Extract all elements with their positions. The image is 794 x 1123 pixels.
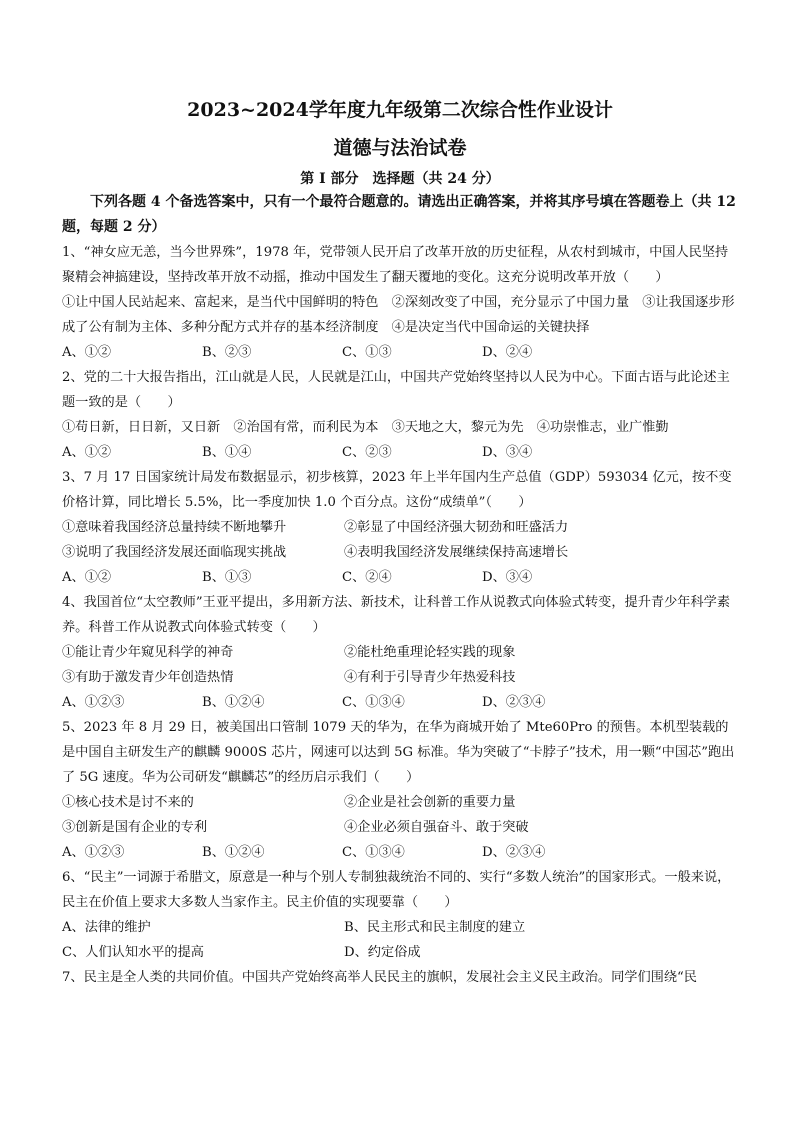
exam-title: 2023~2024学年度九年级第二次综合性作业设计 [187,99,613,121]
exam-subject: 道德与法治试卷 [333,137,467,159]
option-a[interactable]: A、①②③ [62,845,125,860]
option-c[interactable]: C、人们认知水平的提高 [62,945,204,960]
option-row [62,340,738,365]
question-statements: ①让中国人民站起来、富起来，是当代中国鲜明的特色 ②深刻改变了中国，充分显示了中国力量 ③让我国逐步形成了公有制为主体、多种分配方式并存的基本经济制度 ④是决定当代中国命运的关键抉择 [62,295,735,335]
exam-page [62,96,738,990]
option-row [62,690,738,715]
option-c[interactable]: C、①③ [342,345,392,360]
option-b[interactable]: B、②③ [202,345,252,360]
option-b[interactable]: B、①③ [202,570,252,585]
question-2 [62,365,738,465]
statement-row [62,515,738,540]
question-stem: 2、党的二十大报告指出，江山就是人民，人民就是江山，中国共产党始终坚持以人民为中心。下面古语与此论述主题一致的是（ ） [62,370,730,410]
statement-row [62,640,738,665]
option-d[interactable]: D、②④ [482,345,533,360]
option-b[interactable]: B、①②④ [202,695,265,710]
option-d[interactable]: D、③④ [482,570,533,585]
question-stem: 1、“神女应无恙，当今世界殊”，1978 年，党带领人民开启了改革开放的历史征程，从农村到城市，中国人民坚持聚精会神搞建设，坚持改革开放不动摇，推动中国发生了翻天覆地的变化。这充分说明改革开放（ ） [62,245,729,285]
instructions: 下列各题 4 个备选答案中，只有一个最符合题意的。请选出正确答案，并将其序号填在答题卷上（共 12 题，每题 2 分） [62,194,736,235]
option-b[interactable]: B、①④ [202,445,252,460]
option-d[interactable]: D、②③④ [482,845,546,860]
part-heading: 第 I 部分 选择题（共 24 分） [300,171,500,187]
option-row [62,940,738,965]
question-stem: 3、7 月 17 日国家统计局发布数据显示，初步核算，2023 年上半年国内生产总值（GDP）593034 亿元，按不变价格计算，同比增长 5.5%，比一季度加快 1.0 个百分点。这份“成绩单”（ ） [62,470,732,510]
option-row [62,565,738,590]
statement-4: ④表明我国经济发展继续保持高速增长 [344,545,569,560]
statement-row [62,815,738,840]
option-c[interactable]: C、②④ [342,570,392,585]
option-row [62,840,738,865]
statement-3: ③有助于激发青少年创造热情 [62,670,234,685]
question-1 [62,240,738,365]
question-5 [62,715,738,865]
statement-2: ②企业是社会创新的重要力量 [344,795,516,810]
statement-1: ①能让青少年窥见科学的神奇 [62,645,234,660]
option-c[interactable]: C、①③④ [342,845,405,860]
option-c[interactable]: C、②③ [342,445,392,460]
statement-4: ④企业必须自强奋斗、敢于突破 [344,820,529,835]
question-7 [62,965,738,990]
statement-1: ①意味着我国经济总量持续不断地攀升 [62,520,287,535]
option-d[interactable]: D、②③④ [482,695,546,710]
question-3 [62,465,738,590]
option-a[interactable]: A、①② [62,345,112,360]
question-stem: 5、2023 年 8 月 29 日，被美国出口管制 1079 天的华为，在华为商城开始了 Mte60Pro 的预售。本机型装载的是中国自主研发生产的麒麟 9000S 芯片，网速可以达到 5G 标准。华为突破了“卡脖子”技术，用一颗“中国芯”跑出了 5G 速度。华为公司研发“麒麟芯”的经历启示我们（ ） [62,720,735,785]
question-4 [62,590,738,715]
statement-1: ①核心技术是讨不来的 [62,795,194,810]
statement-2: ②彰显了中国经济强大韧劲和旺盛活力 [344,520,569,535]
statement-row [62,790,738,815]
question-stem: 7、民主是全人类的共同价值。中国共产党始终高举人民民主的旗帜，发展社会主义民主政治。同学们围绕“民 [62,970,697,985]
question-statements: ①苟日新，日日新，又日新 ②治国有常，而利民为本 ③天地之大，黎元为先 ④功崇惟志，业广惟勤 [62,420,669,435]
option-a[interactable]: A、①② [62,445,112,460]
option-d[interactable]: D、③④ [482,445,533,460]
statement-3: ③创新是国有企业的专利 [62,820,208,835]
question-stem: 4、我国首位“太空教师”王亚平提出，多用新方法、新技术，让科普工作从说教式向体验式转变，提升青少年科学素养。科普工作从说教式向体验式转变（ ） [62,595,731,635]
option-b[interactable]: B、民主形式和民主制度的建立 [344,920,526,935]
option-d[interactable]: D、约定俗成 [344,945,421,960]
question-stem: 6、“民主”一词源于希腊文，原意是一种与个别人专制独裁统治不同的、实行“多数人统治”的国家形式。一般来说，民主在价值上要求大多数人当家作主。民主价值的实现要靠（ ） [62,870,731,910]
statement-3: ③说明了我国经济发展还面临现实挑战 [62,545,287,560]
option-row [62,440,738,465]
option-row [62,915,738,940]
statement-2: ②能杜绝重理论轻实践的现象 [344,645,516,660]
option-a[interactable]: A、①②③ [62,695,125,710]
option-b[interactable]: B、①②④ [202,845,265,860]
option-a[interactable]: A、①② [62,570,112,585]
statement-row [62,665,738,690]
option-c[interactable]: C、①③④ [342,695,405,710]
statement-row [62,540,738,565]
option-a[interactable]: A、法律的维护 [62,920,151,935]
question-6 [62,865,738,965]
statement-4: ④有利于引导青少年热爱科技 [344,670,516,685]
